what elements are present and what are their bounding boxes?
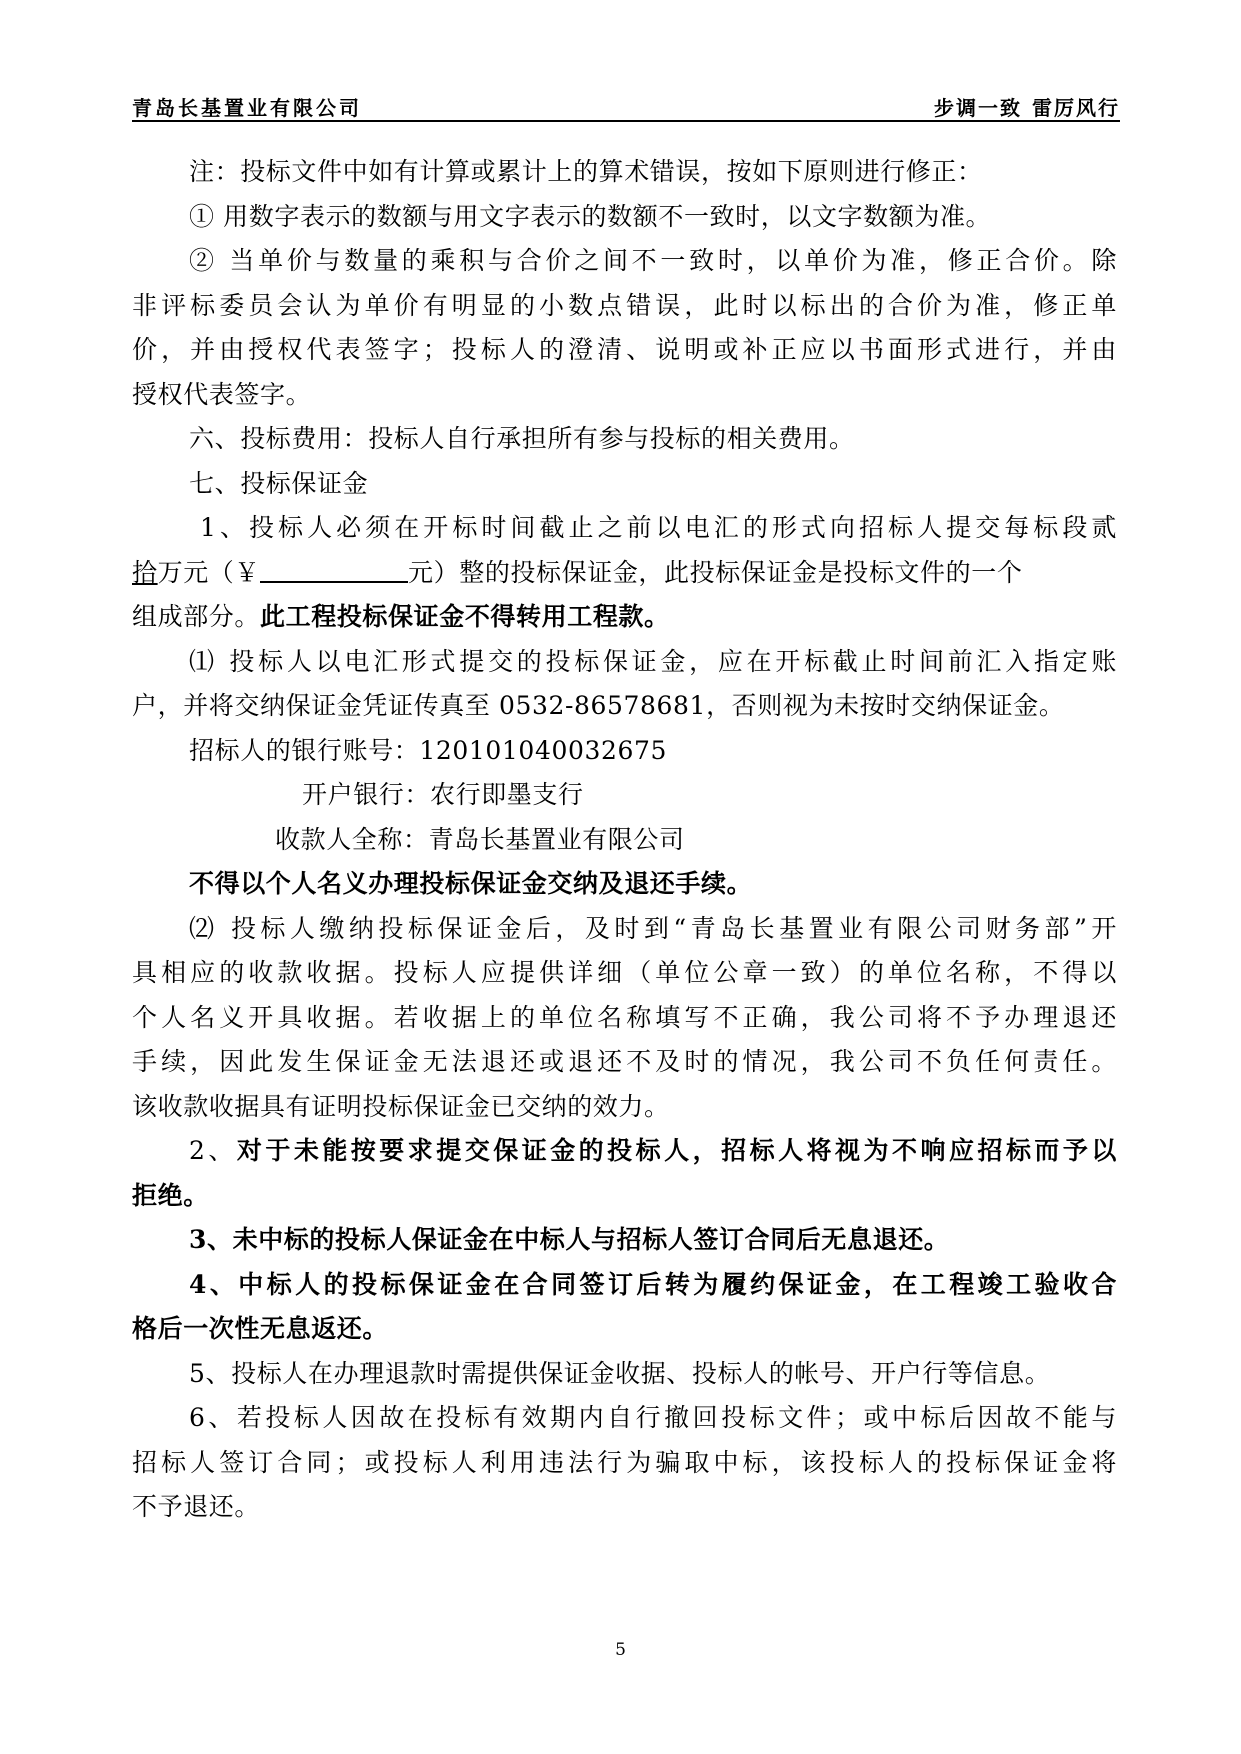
item-2-number: 2、 (189, 1136, 237, 1165)
item-2-line-1 (132, 1129, 1117, 1174)
item-1-amount-suffix: 元）整的投标保证金，此投标保证金是投标文件的一个 (408, 557, 1023, 587)
item-1a-line-1: ⑴ 投标人以电汇形式提交的投标保证金，应在开标截止时间前汇入指定账 (189, 646, 1117, 676)
header-company: 青岛长基置业有限公司 (132, 96, 362, 120)
item-1a-line-2: 户，并将交纳保证金凭证传真至 0532-86578681，否则视为未按时交纳保证金。 (132, 691, 1065, 720)
item-2-line-2: 拒绝。 (132, 1180, 209, 1210)
rule-2-line-2: 非评标委员会认为单价有明显的小数点错误，此时以标出的合价为准，修正单 (132, 290, 1117, 320)
page-header (132, 88, 1120, 122)
item-3: 3、未中标的投标人保证金在中标人与招标人签订合同后无息退还。 (189, 1225, 950, 1254)
item-1b-line-2: 具相应的收款收据。投标人应提供详细（单位公章一致）的单位名称，不得以 (132, 958, 1117, 987)
rule-1-line: ① 用数字表示的数额与用文字表示的数额不一致时，以文字数额为准。 (189, 201, 992, 231)
item-1b-line-5: 该收款收据具有证明投标保证金已交纳的效力。 (132, 1091, 670, 1121)
item-1-amount-prefix: 万元（￥ (157, 557, 261, 587)
item-1-line-2 (132, 551, 1117, 596)
header-slogan-a: 步调一致 (934, 96, 1022, 120)
amount-blank (260, 555, 408, 583)
note-line: 注：投标文件中如有计算或累计上的算术错误，按如下原则进行修正： (189, 157, 983, 186)
document-body (132, 150, 1117, 1530)
rule-2-line-4: 授权代表签字。 (132, 379, 312, 409)
section-six: 六、投标费用：投标人自行承担所有参与投标的相关费用。 (189, 424, 855, 453)
item-2-bold-text: 对于未能按要求提交保证金的投标人，招标人将视为不响应招标而予以 (236, 1136, 1117, 1165)
item-6-line-1: 6、若投标人因故在投标有效期内自行撤回投标文件；或中标后因故不能与 (189, 1403, 1117, 1432)
page-number: 5 (615, 1640, 626, 1660)
payee-line: 收款人全称：青岛长基置业有限公司 (275, 824, 685, 854)
item-1-line-3 (132, 595, 1117, 640)
header-slogan-b: 雷厉风行 (1032, 96, 1120, 120)
no-personal-notice: 不得以个人名义办理投标保证金交纳及退还手续。 (189, 869, 753, 898)
rule-2-line-3: 价，并由授权代表签字；投标人的澄清、说明或补正应以书面形式进行，并由 (132, 335, 1117, 364)
bank-name-line: 开户银行：农行即墨支行 (302, 780, 584, 809)
item-5: 5、投标人在办理退款时需提供保证金收据、投标人的帐号、开户行等信息。 (189, 1358, 1051, 1388)
bank-account-line: 招标人的银行账号：120101040032675 (189, 735, 667, 765)
item-1-line-1: 1、投标人必须在开标时间截止之前以电汇的形式向招标人提交每标段贰 (200, 513, 1117, 542)
item-4-line-1: 4、中标人的投标保证金在合同签订后转为履约保证金，在工程竣工验收合 (189, 1269, 1117, 1299)
item-1b-line-4: 手续，因此发生保证金无法退还或退还不及时的情况，我公司不负任何责任。 (132, 1047, 1117, 1076)
header-slogan (934, 92, 1120, 121)
item-1b-line-1: ⑵ 投标人缴纳投标保证金后，及时到“青岛长基置业有限公司财务部”开 (189, 913, 1117, 943)
item-1-underlined-text: 拾 (132, 557, 158, 587)
item-4-line-2: 格后一次性无息返还。 (132, 1314, 389, 1343)
item-6-line-2: 招标人签订合同；或投标人利用违法行为骗取中标，该投标人的投标保证金将 (132, 1447, 1117, 1477)
item-6-line-3: 不予退还。 (132, 1492, 261, 1521)
section-seven-heading: 七、投标保证金 (189, 468, 369, 498)
item-1-line-3-text: 组成部分。 (132, 602, 261, 631)
item-1-bold-notice: 此工程投标保证金不得转用工程款。 (260, 602, 670, 631)
rule-2-line-1: ② 当单价与数量的乘积与合价之间不一致时，以单价为准，修正合价。除 (189, 246, 1117, 275)
item-1b-line-3: 个人名义开具收据。若收据上的单位名称填写不正确，我公司将不予办理退还 (132, 1002, 1117, 1032)
